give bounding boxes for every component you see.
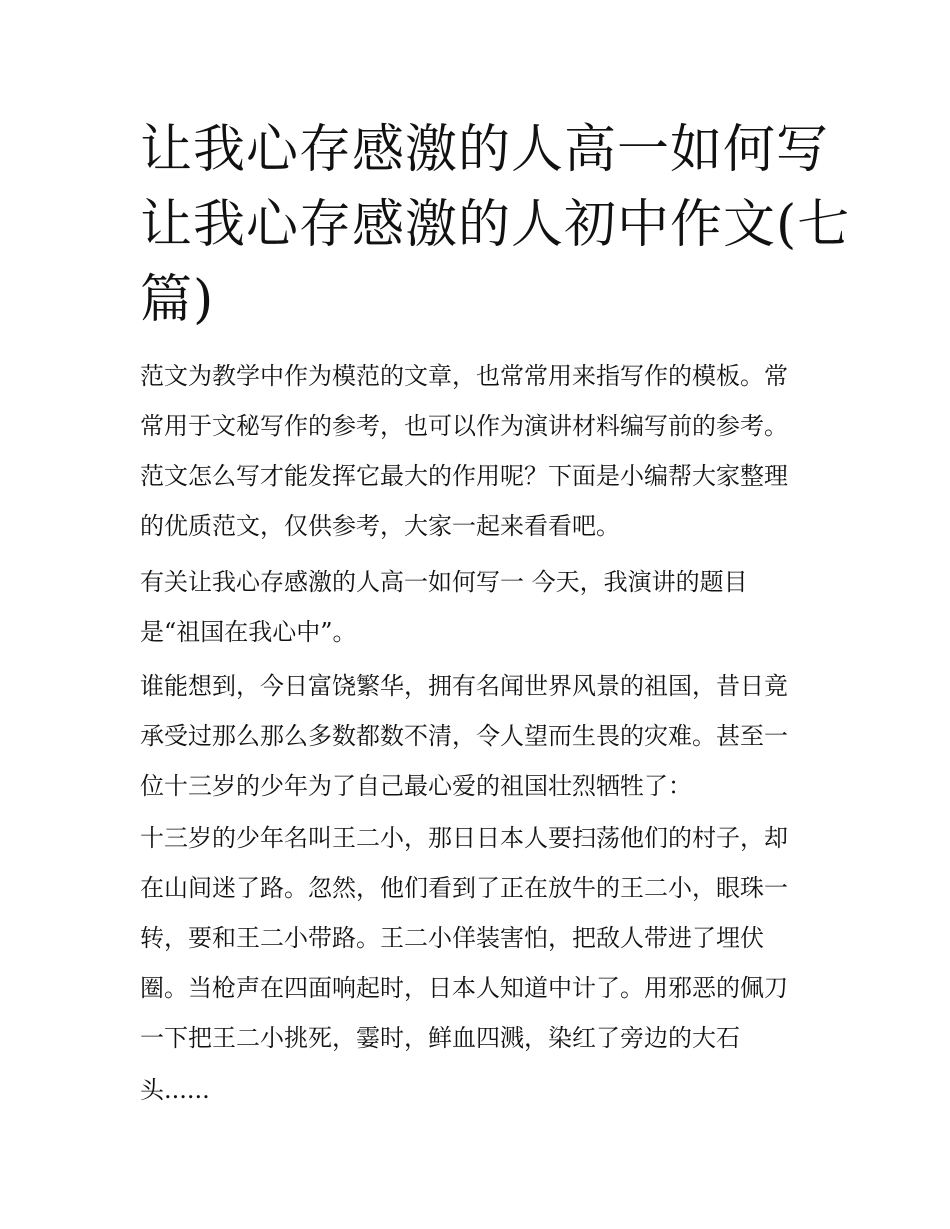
body-line-2: 常用于文秘写作的参考，也可以作为演讲材料编写前的参考。 [140, 412, 788, 440]
body-line-9: 位十三岁的少年为了自己最心爱的祖国壮烈牺牲了： [140, 772, 692, 800]
body-line-3: 范文怎么写才能发挥它最大的作用呢？下面是小编帮大家整理 [140, 462, 788, 490]
body-line-15: 头...... [140, 1076, 210, 1104]
body-line-12: 转，要和王二小带路。王二小佯装害怕，把敌人带进了埋伏 [140, 924, 764, 952]
body-line-4: 的优质范文，仅供参考，大家一起来看看吧。 [140, 512, 620, 540]
body-line-5: 有关让我心存感激的人高一如何写一 今天，我演讲的题目 [140, 568, 748, 596]
body-line-10: 十三岁的少年名叫王二小，那日日本人要扫荡他们的村子，却 [140, 824, 788, 852]
body-line-8: 承受过那么那么多数都数不清，令人望而生畏的灾难。甚至一 [140, 722, 788, 750]
body-line-14: 一下把王二小挑死，霎时，鲜血四溅，染红了旁边的大石 [140, 1024, 740, 1052]
body-line-11: 在山间迷了路。忽然，他们看到了正在放牛的王二小，眼珠一 [140, 874, 788, 902]
body-line-6: 是“祖国在我心中”。 [140, 618, 357, 646]
document-title-line-2: 让我心存感激的人初中作文(七 [140, 195, 851, 255]
document-title-line-1: 让我心存感激的人高一如何写 [140, 120, 830, 180]
body-line-13: 圈。当枪声在四面响起时，日本人知道中计了。用邪恶的佩刀 [140, 974, 788, 1002]
body-line-1: 范文为教学中作为模范的文章，也常常用来指写作的模板。常 [140, 362, 788, 390]
body-line-7: 谁能想到，今日富饶繁华，拥有名闻世界风景的祖国，昔日竟 [140, 672, 788, 700]
document-title-line-3: 篇) [140, 270, 215, 330]
